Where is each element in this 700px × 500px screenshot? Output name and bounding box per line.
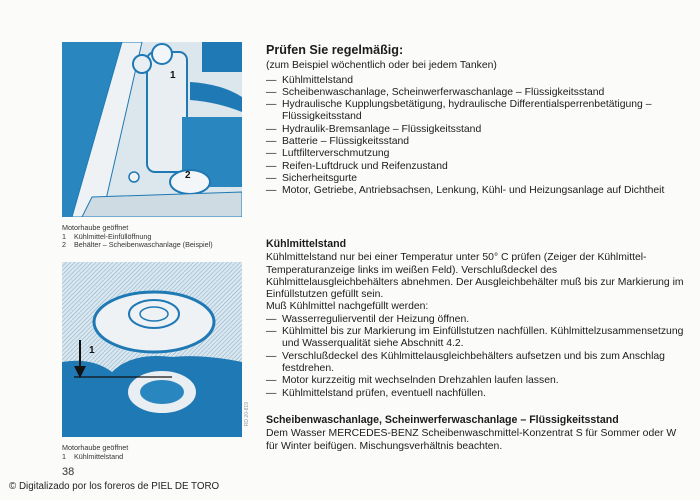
- list-item: — Luftfilterverschmutzung: [266, 148, 390, 160]
- caption-item: 1 Kühlmittelstand: [62, 451, 124, 461]
- list-item: — Reifen-Luftdruck und Reifenzustand: [266, 160, 448, 172]
- figure-code: RD 20-819: [244, 402, 250, 427]
- section-title: Scheibenwaschanlage, Scheinwerferwaschanlage – Flüssigkeitsstand: [266, 414, 619, 426]
- coolant-section: [266, 238, 691, 400]
- callout-1: 1: [170, 70, 176, 81]
- figure-caption: [62, 224, 213, 250]
- list-item: — Batterie – Flüssigkeitsstand: [266, 136, 410, 148]
- page-number: 38: [62, 466, 75, 478]
- section-intro: (zum Beispiel wöchentlich oder bei jedem Tanken): [266, 60, 497, 72]
- list-item: — Hydraulik-Bremsanlage – Flüssigkeitsstand: [266, 123, 482, 135]
- list-item: — Scheibenwaschanlage, Scheinwerferwaschanlage – Flüssigkeitsstand: [266, 86, 605, 98]
- list-item: — Wasserregulierventil der Heizung öffnen.: [266, 313, 470, 325]
- washer-section: [266, 414, 691, 453]
- list-item: — Motor kurzzeitig mit wechselnden Drehzahlen laufen lassen.: [266, 375, 559, 387]
- list-item: — Sicherheitsgurte: [266, 172, 358, 184]
- caption-title: Motorhaube geöffnet: [62, 443, 129, 452]
- refill-intro: Muß Kühlmittel nachgefüllt werden:: [266, 301, 429, 313]
- engine-bay-illustration: [62, 42, 242, 217]
- list-item: — Kühlmittelstand prüfen, eventuell nachfüllen.: [266, 387, 486, 399]
- credit-line: © Digitalizado por los foreros de PIEL DE TORO: [9, 481, 220, 492]
- list-item: — Kühlmittelstand: [266, 74, 354, 86]
- check-section: [266, 44, 691, 198]
- list-item: — Kühlmittel bis zur Markierung im Einfüllstutzen nachfüllen. Kühlmittelzusammensetzung und Wasserqualität siehe Abschnitt 4.2.: [266, 326, 684, 350]
- caption-item: 1 Kühlmittel-Einfüllöffnung: [62, 231, 152, 241]
- figure-caption: [62, 444, 128, 461]
- section-paragraph: Dem Wasser MERCEDES-BENZ Scheibenwaschmittel-Konzentrat S für Sommer oder W für Winter beifügen. Mischungsverhältnis beachten.: [266, 428, 677, 452]
- callout-2: 2: [185, 170, 191, 181]
- filler-cap-shape: [152, 44, 172, 64]
- callout-1: 1: [89, 345, 95, 356]
- list-item: — Motor, Getriebe, Antriebsachsen, Lenkung, Kühl- und Heizungsanlage auf Dichtheit: [266, 185, 665, 197]
- check-list: [266, 75, 691, 198]
- caption-item: 2 Behälter – Scheibenwaschanlage (Beispiel): [62, 240, 213, 250]
- coolant-tube-shape: [147, 52, 187, 172]
- section-title: Kühlmittelstand: [266, 238, 347, 250]
- radiator-cap-drawing: [62, 262, 242, 437]
- caption-title: Motorhaube geöffnet: [62, 223, 129, 232]
- section-paragraph: Kühlmittelstand nur bei einer Temperatur unter 50° C prüfen (Zeiger der Kühlmittel-Temperaturanzeige links im weißen Feld). Verschlußdeckel des Kühlmittelausgleichbehälters abnehmen. Der Ausgleichbehälter muß bis zur Markierung im Einfüllstutzen gefüllt sein.: [266, 252, 684, 301]
- refill-steps: [266, 314, 691, 400]
- list-item: — Hydraulische Kupplungsbetätigung, hydraulische Differentialsperrenbetätigung – Flüssigkeitsstand: [266, 99, 652, 123]
- section-title: Prüfen Sie regelmäßig:: [266, 43, 404, 57]
- list-item: — Verschlußdeckel des Kühlmittelausgleichbehälters aufsetzen und bis zum Anschlag festdrehen.: [266, 350, 665, 374]
- engine-bay-drawing: [62, 42, 242, 217]
- radiator-cap-illustration: [62, 262, 242, 437]
